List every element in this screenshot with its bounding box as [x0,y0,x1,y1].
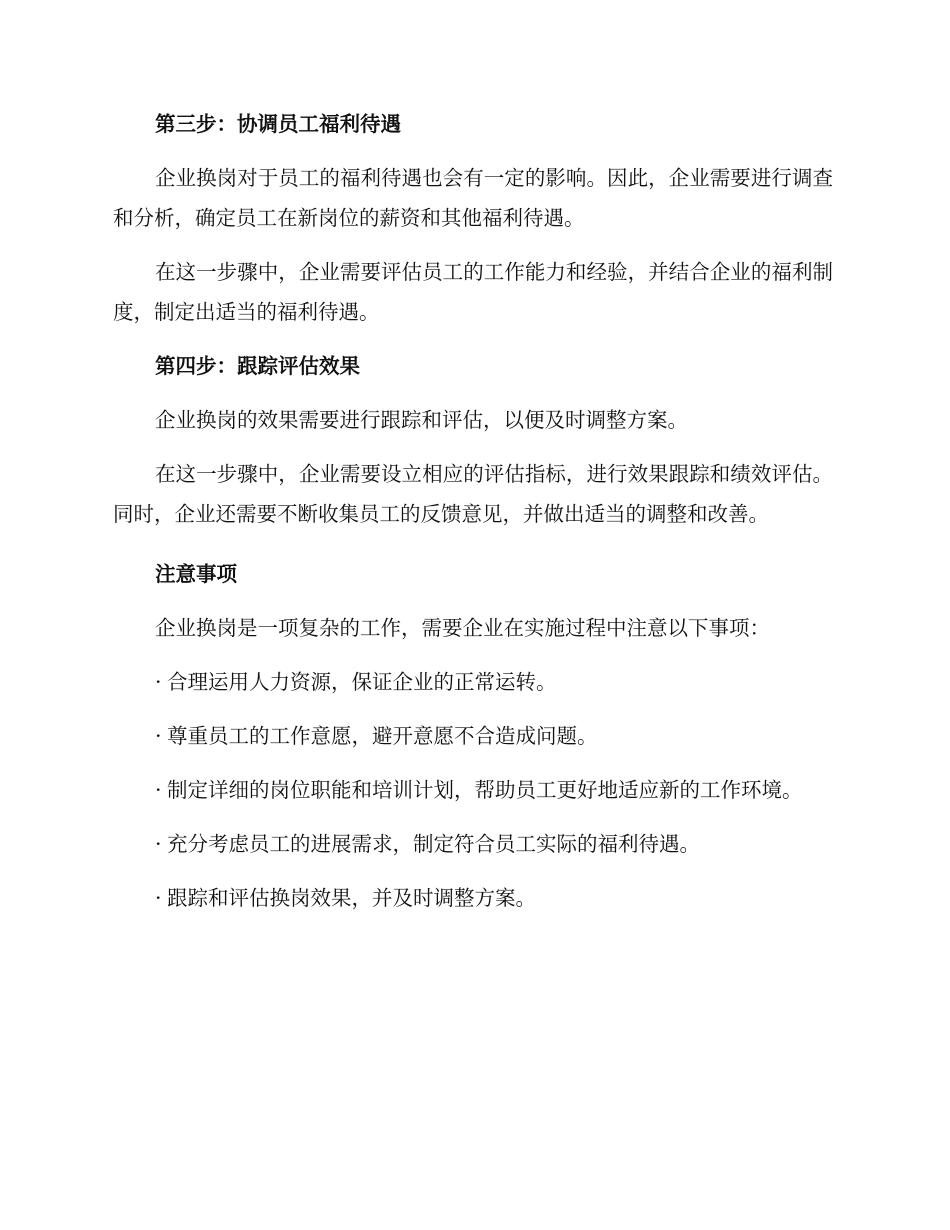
bullet-icon: · [155,724,162,748]
bullet-icon: · [155,832,162,856]
bullet-icon: · [155,670,162,694]
paragraph: 企业换岗对于员工的福利待遇也会有一定的影响。因此，企业需要进行调查和分析，确定员工在新岗位的薪资和其他福利待遇。 [113,166,833,230]
paragraph: 在这一步骤中，企业需要评估员工的工作能力和经验，并结合企业的福利制度，制定出适当的福利待遇。 [113,260,833,324]
list-item [113,662,833,702]
list-item [113,716,833,756]
list-item [113,770,833,810]
section-heading-notes: 注意事项 [155,562,237,586]
section-heading-step-4: 第四步：跟踪评估效果 [155,354,360,378]
bullet-icon: · [155,886,162,910]
list-item-text: 尊重员工的工作意愿，避开意愿不合造成问题。 [167,724,598,748]
list-item-text: 制定详细的岗位职能和培训计划，帮助员工更好地适应新的工作环境。 [167,778,803,802]
list-item-text: 合理运用人力资源，保证企业的正常运转。 [167,670,557,694]
paragraph: 在这一步骤中，企业需要设立相应的评估指标，进行效果跟踪和绩效评估。同时，企业还需要不断收集员工的反馈意见，并做出适当的调整和改善。 [113,462,833,526]
list-item-text: 充分考虑员工的进展需求，制定符合员工实际的福利待遇。 [167,832,700,856]
paragraph: 企业换岗的效果需要进行跟踪和评估，以便及时调整方案。 [155,408,688,432]
section-heading-step-3: 第三步：协调员工福利待遇 [155,112,401,136]
notes-intro: 企业换岗是一项复杂的工作，需要企业在实施过程中注意以下事项： [155,616,770,640]
list-item [113,878,833,918]
document-page [113,104,833,932]
list-item [113,824,833,864]
list-item-text: 跟踪和评估换岗效果，并及时调整方案。 [167,886,536,910]
bullet-icon: · [155,778,162,802]
